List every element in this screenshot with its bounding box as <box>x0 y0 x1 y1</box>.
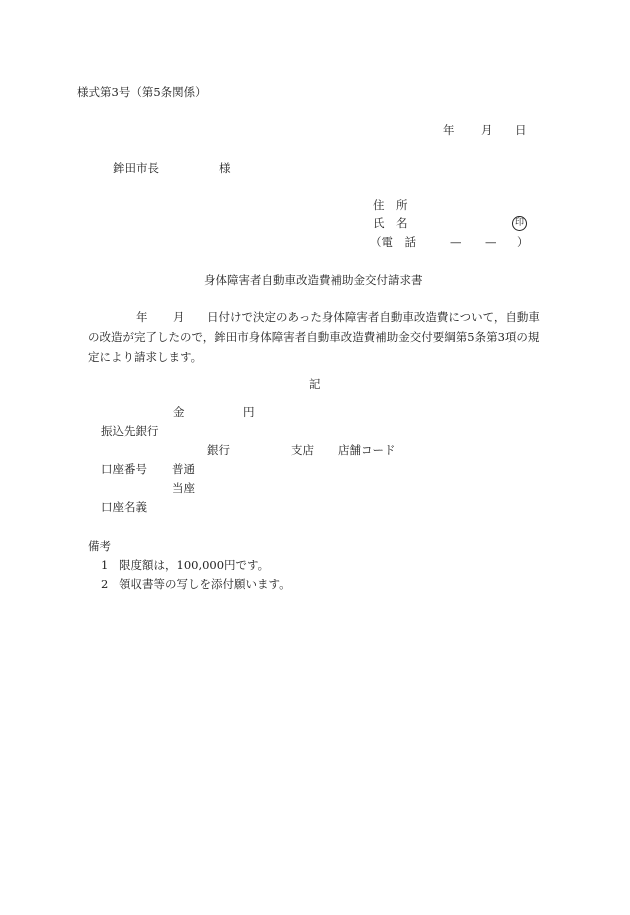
account-type-current: 当座 <box>172 481 195 495</box>
phone-dash-1: — <box>450 235 462 249</box>
addressee-honorific: 様 <box>219 161 231 175</box>
document-title: 身体障害者自動車改造費補助金交付請求書 <box>204 273 423 287</box>
note-number: 1 <box>101 558 109 572</box>
branch-code-label: 店舗コード <box>338 443 396 457</box>
name-label: 氏 名 <box>373 216 408 230</box>
body-line-1: 日付けで決定のあった身体障害者自動車改造費について，自動車 <box>207 310 540 324</box>
seal-icon: 印 <box>512 216 527 231</box>
notes-heading: 備考 <box>88 539 111 553</box>
account-type-ordinary: 普通 <box>172 462 195 476</box>
phone-label: （電 話 <box>370 235 416 249</box>
note-number: 2 <box>101 577 109 591</box>
branch-label: 支店 <box>291 443 314 457</box>
body-year: 年 <box>136 310 148 324</box>
date-day: 日 <box>515 123 527 137</box>
phone-close: ） <box>517 235 529 249</box>
ki-heading: 記 <box>309 377 321 391</box>
addressee-name: 鉾田市長 <box>113 161 159 175</box>
body-line-2: の改造が完了したので，鉾田市身体障害者自動車改造費補助金交付要綱第5条第3項の規 <box>88 330 540 344</box>
note-text: 領収書等の写しを添付願います。 <box>119 577 291 591</box>
phone-dash-2: — <box>485 235 497 249</box>
bank-label: 銀行 <box>207 443 230 457</box>
body-month: 月 <box>173 310 185 324</box>
body-line-3: 定により請求します。 <box>88 350 203 364</box>
account-number-label: 口座番号 <box>101 462 147 476</box>
amount-label: 金 <box>173 405 185 419</box>
account-holder-label: 口座名義 <box>101 500 147 514</box>
address-label: 住 所 <box>373 198 408 212</box>
bank-heading: 振込先銀行 <box>101 424 159 438</box>
amount-unit: 円 <box>243 405 255 419</box>
note-text: 限度額は，100,000円です。 <box>119 558 270 572</box>
form-number: 様式第3号（第5条関係） <box>77 85 207 99</box>
date-month: 月 <box>481 123 493 137</box>
date-year: 年 <box>443 123 455 137</box>
